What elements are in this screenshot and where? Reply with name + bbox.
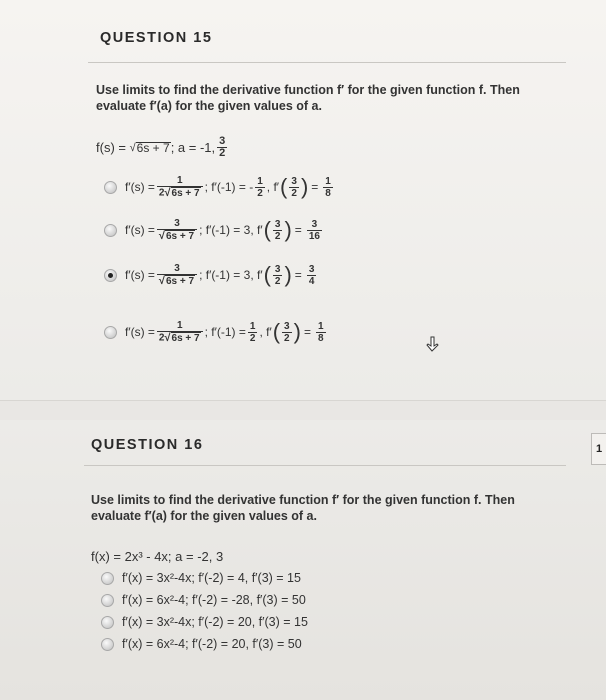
given-radical: √ 6s + 7 [129,140,170,155]
derivative-lhs: f′(s) = [125,325,155,339]
value-a2-fraction: $\frac{3}{16}$ [308,218,320,242]
derivative-fraction: 1 2 √ 6s + 7 [157,320,203,344]
q16-option-2[interactable] [101,593,306,607]
derivative-fraction: 1 2 √ 6s + 7 [157,175,203,199]
question-15-title: QUESTION 15 [100,30,213,46]
option-text: f′(x) = 3x²-4x; f′(-2) = 20, f′(3) = 15 [122,615,308,629]
question-15-prompt [96,82,520,114]
radio-button[interactable] [104,224,117,237]
value-a1-fraction: $\frac{1}{2}$ [257,175,263,199]
value-at-a1: ; f′(-1) = 3, f′ [199,268,263,282]
derivative-fraction: 3 √ 6s + 7 [157,263,197,287]
question-16-title: QUESTION 16 [91,437,204,453]
prompt-line-1: Use limits to find the derivative function f′ for the given function f. Then [91,493,515,507]
question-16-divider [84,465,566,466]
value-a2-fraction: $\frac{3}{4}$ [308,263,315,287]
q15-option-1[interactable]: f′(s) = 1 2 √ 6s + 7 ; f′(-1) = - $\frac{1}{2}$ , f′ ( $\frac{3}{2}$ ) = $\frac{1}{8}$ [104,175,335,199]
question-16-prompt [91,492,515,524]
prompt-line-2: evaluate f′(a) for the given values of a. [96,99,322,113]
paren-argument: ( $\frac{3}{2}$ ) [272,319,301,344]
radio-button[interactable] [101,594,114,607]
option-text: f′(x) = 6x²-4; f′(-2) = -28, f′(3) = 50 [122,593,306,607]
question-15-divider [88,62,566,63]
prompt-line-2: evaluate f′(a) for the given values of a. [91,509,317,523]
q16-option-1[interactable] [101,571,301,585]
paren-argument: ( $\frac{3}{2}$ ) [263,262,292,287]
given-a-values: ; a = -1, [170,140,216,155]
radio-button[interactable] [104,269,117,282]
q15-option-4[interactable]: f′(s) = 1 2 √ 6s + 7 ; f′(-1) = $\frac{1}{2}$ , f′ ( $\frac{3}{2}$ ) = $\frac{1}{8}$ [104,320,328,344]
radio-button[interactable] [104,181,117,194]
radio-button[interactable] [101,572,114,585]
derivative-lhs: f′(s) = [125,268,155,282]
given-a-fraction: $\frac{3}{2}$ [219,135,226,159]
mouse-cursor-icon [426,336,440,352]
radio-button[interactable] [104,326,117,339]
q15-option-2[interactable]: f′(s) = 3 √ 6s + 7 ; f′(-1) = 3, f′ ( $\frac{3}{2}$ ) = $\frac{3}{16}$ [104,218,324,242]
value-at-a1: ; f′(-1) = [204,325,246,339]
prompt-line-1: Use limits to find the derivative function f′ for the given function f. Then [96,83,520,97]
question-16-given: f(x) = 2x³ - 4x; a = -2, 3 [91,549,224,564]
derivative-lhs: f′(s) = [125,180,155,194]
derivative-fraction: 3 √ 6s + 7 [157,218,197,242]
value-a2-fraction: $\frac{1}{8}$ [317,320,324,344]
value-a1-fraction: $\frac{1}{2}$ [249,320,256,344]
q16-option-4[interactable] [101,637,302,651]
derivative-lhs: f′(s) = [125,223,155,237]
paren-argument: ( $\frac{3}{2}$ ) [263,217,292,242]
given-lhs: f(s) = [96,140,126,155]
side-tab-marker[interactable]: 1 [591,433,606,465]
paren-argument: ( $\frac{3}{2}$ ) [280,174,309,199]
radio-button[interactable] [101,638,114,651]
radio-button[interactable] [101,616,114,629]
value-at-a1: ; f′(-1) = 3, f′ [199,223,263,237]
q15-option-3[interactable]: f′(s) = 3 √ 6s + 7 ; f′(-1) = 3, f′ ( $\frac{3}{2}$ ) = $\frac{3}{4}$ [104,263,318,287]
option-text: f′(x) = 6x²-4; f′(-2) = 20, f′(3) = 50 [122,637,302,651]
value-at-a1: ; f′(-1) = - [204,180,254,194]
q16-option-3[interactable] [101,615,308,629]
question-16-panel [0,420,606,700]
option-text: f′(x) = 3x²-4x; f′(-2) = 4, f′(3) = 15 [122,571,301,585]
question-15-given [96,136,229,159]
value-a2-fraction: $\frac{1}{8}$ [325,175,331,199]
